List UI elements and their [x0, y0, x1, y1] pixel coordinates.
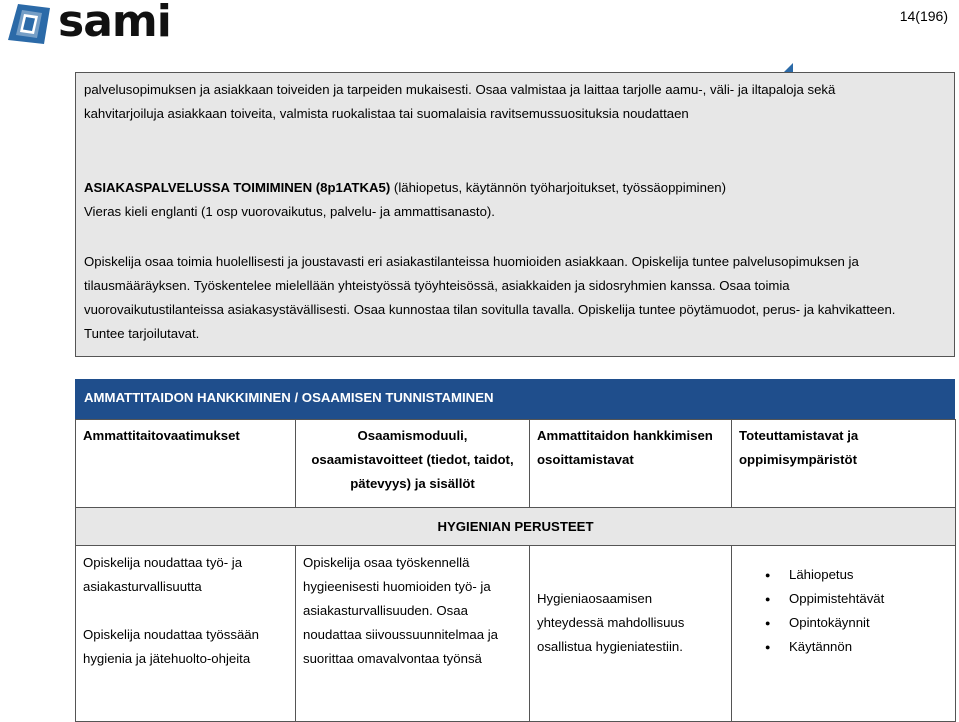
sami-logo	[4, 2, 184, 48]
demonstration-cell: Hygieniaosaamisen yhteydessä mahdollisuus osallistua hygieniatestiin.	[530, 546, 732, 722]
header-demonstration: Ammattitaidon hankkimisen osoittamistavat	[530, 420, 732, 508]
methods-cell	[732, 546, 956, 722]
methods-list	[739, 563, 948, 659]
logo-mark-icon	[4, 2, 56, 48]
table-section-row	[76, 508, 956, 546]
section-banner	[75, 379, 955, 419]
desc-line-4: Tuntee tarjoilutavat.	[84, 326, 200, 341]
list-item: ● Opintokäynnit	[739, 611, 948, 635]
section-banner-text: AMMATTITAIDON HANKKIMINEN / OSAAMISEN TUNNISTAMINEN	[84, 390, 494, 405]
intro-line-2: kahvitarjoiluja asiakkaan toiveita, valmista ruokalistaa tai suomalaisia ravitsemussuosituksia noudattaen	[84, 106, 689, 121]
header-requirements: Ammattitaitovaatimukset	[76, 420, 296, 508]
module-title: ASIAKASPALVELUSSA TOIMIMINEN (8p1ATKA5)	[84, 180, 391, 195]
list-item: ● Käytännön	[739, 635, 948, 659]
competence-table	[75, 419, 956, 722]
list-item: ● Lähiopetus	[739, 563, 948, 587]
desc-line-1: Opiskelija osaa toimia huolellisesti ja joustavasti eri asiakastilanteissa huomioiden asiakkaan. Opiskelija tuntee palvelusopimuksen ja	[84, 254, 859, 269]
requirements-cell: Opiskelija noudattaa työ- ja asiakasturvallisuutta Opiskelija noudattaa työssään hygienia ja jätehuolto-ohjeita	[76, 546, 296, 722]
section-title: HYGIENIAN PERUSTEET	[76, 508, 956, 546]
desc-line-2: tilausmääräyksen. Työskentelee mielellään yhteistyössä työyhteisössä, asiakkaiden ja sidosryhmien kanssa. Osaa toimia	[84, 278, 790, 293]
module-content-cell: Opiskelija osaa työskennellä hygieenisesti huomioiden työ- ja asiakasturvallisuuden. Osaa noudattaa siivoussuunnitelmaa ja suorittaa omavalvontaa työnsä	[296, 546, 530, 722]
header-module: Osaamismoduuli, osaamistavoitteet (tiedot, taidot, pätevyys) ja sisällöt	[296, 420, 530, 508]
list-item: ● Oppimistehtävät	[739, 587, 948, 611]
corner-marker	[784, 63, 793, 72]
module-description-box	[75, 72, 955, 357]
module-heading	[84, 180, 726, 196]
language-line: Vieras kieli englanti (1 osp vuorovaikutus, palvelu- ja ammattisanasto).	[84, 204, 495, 219]
module-details: (lähiopetus, käytännön työharjoitukset, työssäoppiminen)	[390, 180, 727, 195]
logo-text: sami	[58, 0, 171, 47]
table-header-row	[76, 420, 956, 508]
intro-line-1: palvelusopimuksen ja asiakkaan toiveiden ja tarpeiden mukaisesti. Osaa valmistaa ja laittaa tarjolle aamu-, väli- ja iltapaloja sekä	[84, 82, 836, 97]
table-row	[76, 546, 956, 722]
desc-line-3: vuorovaikutustilanteissa asiakasystävällisesti. Osaa kunnostaa tilan sovitulla tavalla. Opiskelija tuntee pöytämuodot, perus- ja kahvikatteen.	[84, 302, 896, 317]
header-implementation: Toteuttamistavat ja oppimisympäristöt	[732, 420, 956, 508]
page-number: 14(196)	[899, 8, 948, 24]
